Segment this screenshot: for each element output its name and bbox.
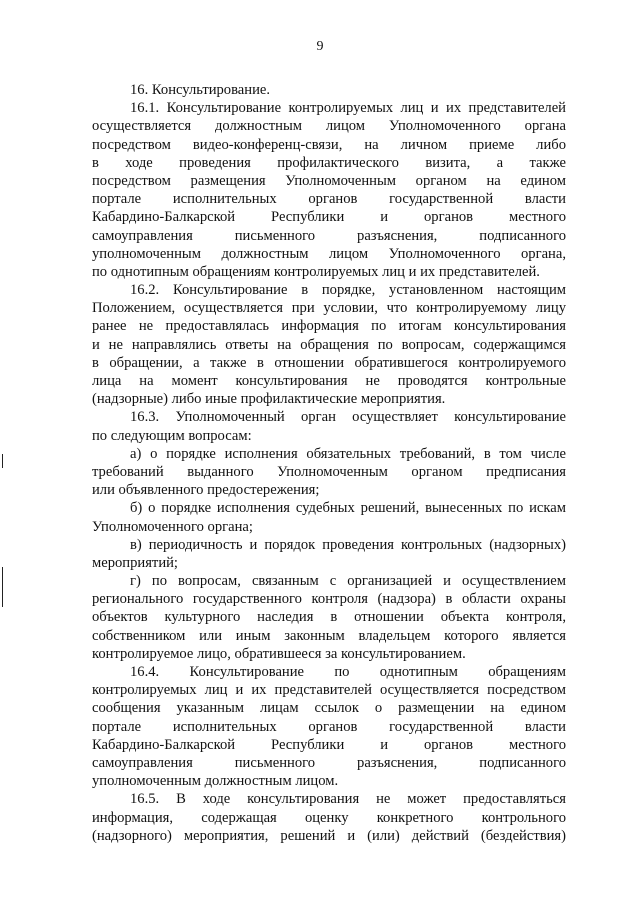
scan-margin-mark-bottom	[2, 567, 3, 607]
text-line: объектов культурного наследия в отношении объекта контроля,	[92, 609, 566, 626]
text-line: информация, содержащая оценку конкретного контрольного	[92, 809, 566, 826]
text-line: (надзорные) либо иные профилактические мероприятия.	[92, 391, 446, 408]
text-line: портале исполнительных органов государственной власти	[92, 191, 566, 208]
text-line: г) по вопросам, связанным с организацией и осуществлением	[130, 573, 566, 590]
text-line: 16.5. В ходе консультирования не может предоставляться	[130, 791, 566, 808]
text-line: 16. Консультирование.	[130, 82, 271, 98]
text-line: самоуправления письменного разъяснения, подписанного	[92, 227, 566, 244]
text-line: (надзорного) мероприятия, решений и (или) действий (бездействия)	[92, 827, 566, 844]
text-line: лица на момент консультирования не проводятся контрольные	[92, 373, 566, 389]
text-line: мероприятий;	[92, 554, 178, 571]
text-line: 16.1. Консультирование контролируемых лиц и их представителей	[130, 100, 566, 117]
text-line: б) о порядке исполнения судебных решений, вынесенных по искам	[130, 500, 566, 517]
text-line: по следующим вопросам:	[92, 427, 252, 444]
text-line: в ходе проведения профилактического визита, а также	[92, 154, 566, 171]
text-line: Уполномоченного органа;	[92, 518, 253, 535]
text-line: и не направлялись ответы на обращения по вопросам, содержащимся	[92, 336, 566, 353]
text-line: посредством видео-конференц-связи, на личном приеме либо	[92, 136, 566, 153]
document-body	[92, 81, 566, 845]
text-line: самоуправления письменного разъяснения, подписанного	[92, 754, 566, 771]
text-line: уполномоченным должностным лицом Уполномоченного органа,	[92, 245, 566, 262]
page-number: 9	[316, 39, 324, 54]
text-line: осуществляется должностным лицом Уполномоченного органа	[92, 118, 566, 135]
text-line: контролируемых лиц и их представителей осуществляется посредством	[92, 682, 566, 699]
text-line: в) периодичность и порядок проведения контрольных (надзорных)	[130, 536, 566, 553]
text-line: 16.3. Уполномоченный орган осуществляет консультирование	[130, 409, 566, 426]
text-line: контролируемое лицо, обратившееся за консультированием.	[92, 645, 466, 662]
text-line: регионального государственного контроля (надзора) в области охраны	[92, 591, 566, 608]
text-line: Положением, осуществляется при условии, что контролируемому лицу	[92, 300, 566, 317]
text-line: Кабардино-Балкарской Республики и органов местного	[92, 736, 566, 753]
text-line: посредством размещения Уполномоченным органом на едином	[92, 172, 566, 189]
text-line: по однотипным обращениям контролируемых лиц и их представителей.	[92, 263, 540, 280]
text-line: или объявленного предостережения;	[92, 482, 320, 499]
scan-margin-mark-top	[2, 454, 3, 468]
text-line: ранее не предоставлялась информация по итогам консультирования	[92, 318, 566, 335]
text-line: а) о порядке исполнения обязательных требований, в том числе	[130, 445, 566, 462]
text-line: портале исполнительных органов государственной власти	[92, 718, 566, 735]
text-line: 16.2. Консультирование в порядке, установленном настоящим	[130, 282, 566, 299]
text-line: Кабардино-Балкарской Республики и органов местного	[92, 209, 566, 226]
text-line: в обращении, а также в отношении обратившегося контролируемого	[92, 354, 566, 371]
text-line: сообщения указанным лицам ссылок о размещении на едином	[92, 700, 566, 717]
text-line: 16.4. Консультирование по однотипным обращениям	[130, 664, 566, 680]
text-line: требований выданного Уполномоченным органом предписания	[92, 463, 566, 480]
text-line: уполномоченным должностным лицом.	[92, 773, 339, 790]
text-line: собственником или иным законным владельцем которого является	[92, 627, 566, 644]
